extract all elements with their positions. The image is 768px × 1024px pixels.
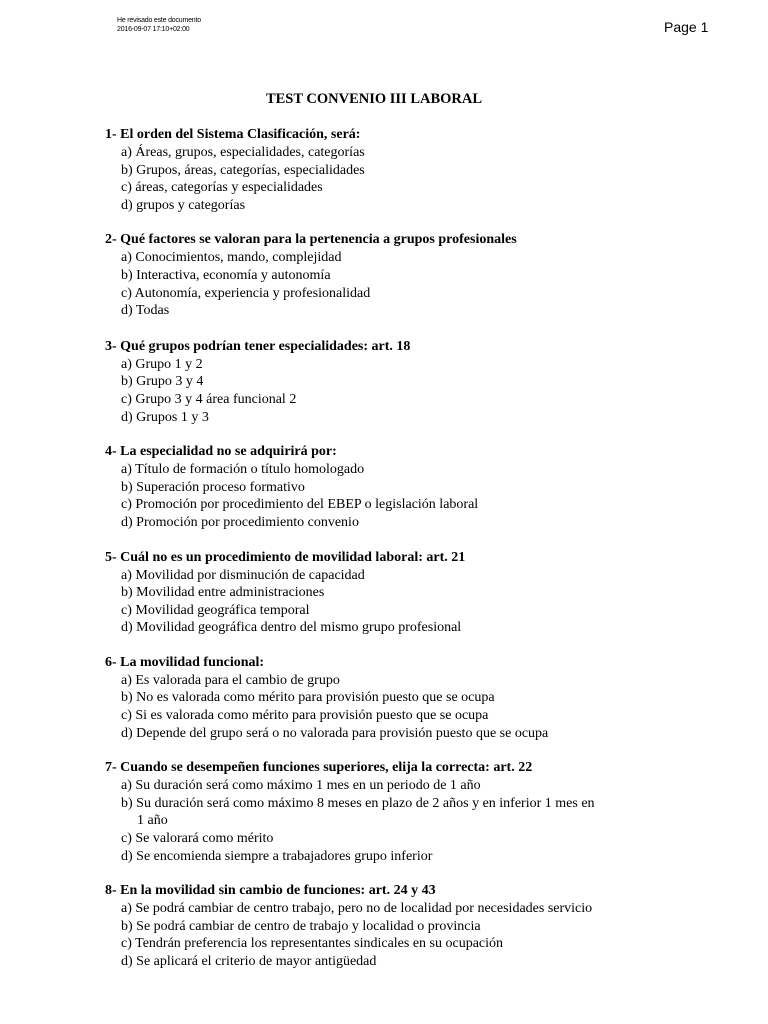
answer-option: a) Título de formación o título homologado [121,462,365,478]
question-5 [105,549,645,637]
answer-option: d) grupos y categorías [121,197,246,213]
answer-option: d) Se aplicará el criterio de mayor antigüedad [121,954,377,969]
question-title: 5- Cuál no es un procedimiento de movilidad laboral: art. 21 [105,549,466,565]
answer-options [105,672,645,742]
answer-options [105,144,645,214]
answer-option: a) Se podrá cambiar de centro trabajo, pero no de localidad por necesidades servicio [121,901,593,917]
question-title: 8- En la movilidad sin cambio de funciones: art. 24 y 43 [105,883,436,899]
answer-option: d) Depende del grupo será o no valorada para provisión puesto que se ocupa [121,725,549,741]
answer-option: d) Promoción por procedimiento convenio [121,514,359,530]
answer-options [105,777,645,865]
answer-options [105,356,645,426]
answer-option: d) Grupos 1 y 3 [121,409,209,425]
question-title: 7- Cuando se desempeñen funciones superiores, elija la correcta: art. 22 [105,760,533,776]
question-title: 4- La especialidad no se adquirirá por: [105,444,337,460]
answer-option [105,795,645,830]
answer-options [105,900,645,970]
answer-option: c) Autonomía, experiencia y profesionalidad [121,285,371,301]
answer-option: b) Grupos, áreas, categorías, especialidades [121,162,365,178]
question-1 [105,126,645,214]
question-7 [105,759,645,865]
answer-option: c) áreas, categorías y especialidades [121,180,323,196]
answer-option: c) Promoción por procedimiento del EBEP o legislación laboral [121,497,479,513]
question-8 [105,882,645,970]
answer-option-continuation: 1 año [137,813,168,829]
answer-option: c) Grupo 3 y 4 área funcional 2 [121,391,297,407]
answer-option: a) Conocimientos, mando, complejidad [121,250,342,266]
review-stamp-date: 2016-09-07 17:10+02:00 [117,25,190,33]
answer-option: c) Tendrán preferencia los representantes sindicales en su ocupación [121,936,504,952]
answer-option: b) No es valorada como mérito para provisión puesto que se ocupa [121,690,495,706]
answer-option: d) Movilidad geográfica dentro del mismo grupo profesional [121,620,462,636]
question-title: 2- Qué factores se valoran para la pertenencia a grupos profesionales [105,232,517,248]
answer-option: a) Su duración será como máximo 1 mes en un periodo de 1 año [121,778,481,794]
question-2 [105,231,645,319]
answer-option: a) Grupo 1 y 2 [121,356,203,372]
answer-option: b) Interactiva, economía y autonomía [121,267,331,283]
answer-option: b) Se podrá cambiar de centro de trabajo y localidad o provincia [121,918,481,934]
document-title: TEST CONVENIO III LABORAL [265,91,483,107]
page-number: Page 1 [664,19,709,35]
answer-option: b) Movilidad entre administraciones [121,585,325,601]
question-list [105,126,645,988]
answer-options [105,567,645,637]
question-title: 6- La movilidad funcional: [105,654,265,670]
answer-option: c) Si es valorada como mérito para provisión puesto que se ocupa [121,708,489,724]
answer-option: d) Todas [121,303,170,319]
answer-option: c) Movilidad geográfica temporal [121,602,310,618]
answer-option: a) Áreas, grupos, especialidades, categorías [121,145,365,160]
question-6 [105,654,645,742]
answer-option: c) Se valorará como mérito [121,831,274,847]
review-stamp-text: He revisado este documento [117,17,201,24]
question-title: 3- Qué grupos podrían tener especialidades: art. 18 [105,338,411,354]
answer-option: b) Superación proceso formativo [121,479,305,495]
answer-options [105,249,645,319]
review-stamp [117,17,201,34]
answer-options [105,461,645,531]
question-4 [105,443,645,531]
answer-option: d) Se encomienda siempre a trabajadores grupo inferior [121,848,433,864]
answer-option: b) Grupo 3 y 4 [121,374,204,390]
question-title: 1- El orden del Sistema Clasificación, será: [105,127,361,142]
answer-option: a) Movilidad por disminución de capacidad [121,567,365,583]
question-3 [105,338,645,426]
answer-option-text: b) Su duración será como máximo 8 meses en plazo de 2 años y en inferior 1 mes en [121,795,595,811]
answer-option: a) Es valorada para el cambio de grupo [121,672,340,688]
